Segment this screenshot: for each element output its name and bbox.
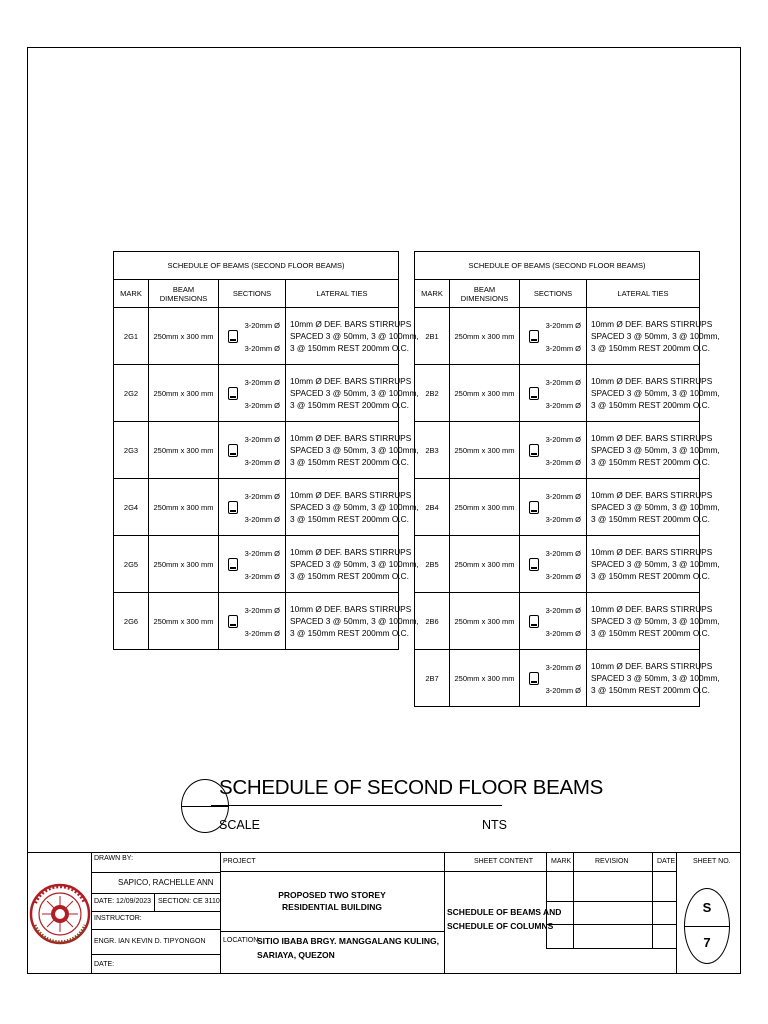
mark-column-label: MARK [551,858,572,865]
bottom-bars: 3-20mm Ø [244,572,280,581]
beam-mark: 2B7 [415,650,450,707]
beam-dimensions: 250mm x 300 mm [450,422,520,479]
lateral-ties-line: 10mm Ø DEF. BARS STIRRUPS [290,376,412,386]
drawing-title: SCHEDULE OF SECOND FLOOR BEAMS [219,776,603,799]
beam-schedule-right [414,251,720,707]
lateral-ties [286,536,419,593]
beam-section-icon [529,615,539,628]
scale-value: NTS [482,818,507,832]
lateral-ties [587,308,720,365]
top-bars: 3-20mm Ø [545,492,581,501]
sheet-content-line-1: SCHEDULE OF BEAMS AND [447,907,562,917]
bottom-bars: 3-20mm Ø [244,458,280,467]
table-row [415,650,700,707]
beam-section-icon [529,444,539,457]
scale-label: SCALE [219,818,260,832]
header-sections: SECTIONS [520,280,587,308]
header-mark: MARK [415,280,450,308]
beam-mark: 2B5 [415,536,450,593]
beam-section [520,650,587,707]
top-bars: 3-20mm Ø [545,606,581,615]
beam-section-icon [529,672,539,685]
date-label: DATE: [94,961,115,968]
beam-section [219,593,286,650]
project-label: PROJECT [223,858,256,865]
lateral-ties-line: SPACED 3 @ 50mm, 3 @ 100mm, [591,502,720,512]
beam-mark: 2G6 [114,593,149,650]
beam-dimensions: 250mm x 300 mm [450,536,520,593]
beam-dimensions: 250mm x 300 mm [149,365,219,422]
beam-section-icon [228,615,238,628]
lateral-ties [587,365,720,422]
lateral-ties [286,365,419,422]
lateral-ties-line: SPACED 3 @ 50mm, 3 @ 100mm, [591,559,720,569]
beam-section-icon [529,387,539,400]
project-line-2: RESIDENTIAL BUILDING [282,902,382,912]
lateral-ties-line: 3 @ 150mm REST 200mm O.C. [591,343,710,353]
beam-dimensions: 250mm x 300 mm [149,593,219,650]
schedule-rows [415,308,720,707]
lateral-ties [587,650,720,707]
schedule-caption: SCHEDULE OF BEAMS (SECOND FLOOR BEAMS) [114,252,399,280]
title-underline [211,805,502,806]
lateral-ties [286,422,419,479]
beam-mark: 2G3 [114,422,149,479]
beam-schedule-left [113,251,419,650]
beam-mark: 2B1 [415,308,450,365]
lateral-ties-line: SPACED 3 @ 50mm, 3 @ 100mm, [290,559,419,569]
date-column-label: DATE [657,858,676,865]
beam-section-icon [228,444,238,457]
lateral-ties-line: SPACED 3 @ 50mm, 3 @ 100mm, [591,445,720,455]
lateral-ties-line: 3 @ 150mm REST 200mm O.C. [290,400,409,410]
lateral-ties-line: SPACED 3 @ 50mm, 3 @ 100mm, [290,502,419,512]
beam-dimensions: 250mm x 300 mm [149,479,219,536]
beam-section [219,308,286,365]
lateral-ties-line: SPACED 3 @ 50mm, 3 @ 100mm, [591,388,720,398]
beam-section [520,308,587,365]
top-bars: 3-20mm Ø [545,549,581,558]
top-bars: 3-20mm Ø [545,663,581,672]
beam-section [219,422,286,479]
beam-dimensions: 250mm x 300 mm [450,593,520,650]
lateral-ties-line: 10mm Ø DEF. BARS STIRRUPS [591,661,713,671]
drawn-by-label: DRAWN BY: [94,855,134,862]
schedule-caption: SCHEDULE OF BEAMS (SECOND FLOOR BEAMS) [415,252,700,280]
sheet-no-label: SHEET NO. [693,858,731,865]
beam-section [219,365,286,422]
university-seal-logo [29,857,91,976]
lateral-ties-line: 10mm Ø DEF. BARS STIRRUPS [290,490,412,500]
beam-dimensions: 250mm x 300 mm [149,308,219,365]
revision-column-label: REVISION [595,858,629,865]
table-row [415,479,700,536]
location-line-2: SARIAYA, QUEZON [257,950,335,960]
lateral-ties [587,536,720,593]
lateral-ties-line: 3 @ 150mm REST 200mm O.C. [591,571,710,581]
sheet-number: 7 [703,935,711,950]
beam-mark: 2B3 [415,422,450,479]
beam-mark: 2G1 [114,308,149,365]
bottom-bars: 3-20mm Ø [545,629,581,638]
beam-dimensions: 250mm x 300 mm [450,365,520,422]
lateral-ties-line: SPACED 3 @ 50mm, 3 @ 100mm, [290,388,419,398]
beam-mark: 2B4 [415,479,450,536]
beam-section [520,365,587,422]
bottom-bars: 3-20mm Ø [545,401,581,410]
lateral-ties-line: SPACED 3 @ 50mm, 3 @ 100mm, [591,331,720,341]
top-bars: 3-20mm Ø [244,435,280,444]
bottom-bars: 3-20mm Ø [244,401,280,410]
beam-dimensions: 250mm x 300 mm [450,479,520,536]
lateral-ties-line: SPACED 3 @ 50mm, 3 @ 100mm, [591,673,720,683]
lateral-ties-line: 3 @ 150mm REST 200mm O.C. [290,514,409,524]
table-row [114,365,399,422]
table-row [415,365,700,422]
lateral-ties-line: 3 @ 150mm REST 200mm O.C. [290,457,409,467]
beam-mark: 2G4 [114,479,149,536]
beam-section-icon [228,558,238,571]
date-drawn: DATE: 12/09/2023 [94,898,152,905]
bottom-bars: 3-20mm Ø [244,629,280,638]
header-dimensions: BEAM DIMENSIONS [450,280,520,308]
header-lateral-ties: LATERAL TIES [286,280,399,308]
beam-mark: 2B6 [415,593,450,650]
table-row [415,422,700,479]
top-bars: 3-20mm Ø [545,321,581,330]
lateral-ties-line: 10mm Ø DEF. BARS STIRRUPS [290,433,412,443]
lateral-ties-line: 10mm Ø DEF. BARS STIRRUPS [591,376,713,386]
top-bars: 3-20mm Ø [244,606,280,615]
instructor-label: INSTRUCTOR: [94,915,142,922]
table-row [114,536,399,593]
lateral-ties-line: SPACED 3 @ 50mm, 3 @ 100mm, [290,445,419,455]
lateral-ties-line: 10mm Ø DEF. BARS STIRRUPS [591,319,713,329]
lateral-ties-line: 3 @ 150mm REST 200mm O.C. [290,343,409,353]
lateral-ties-line: 3 @ 150mm REST 200mm O.C. [591,685,710,695]
lateral-ties-line: 3 @ 150mm REST 200mm O.C. [591,400,710,410]
lateral-ties [286,593,419,650]
lateral-ties-line: 10mm Ø DEF. BARS STIRRUPS [290,547,412,557]
drawn-by-name: SAPICO, RACHELLE ANN [118,878,214,887]
lateral-ties-line: 10mm Ø DEF. BARS STIRRUPS [591,547,713,557]
project-line-1: PROPOSED TWO STOREY [278,890,386,900]
bottom-bars: 3-20mm Ø [545,515,581,524]
lateral-ties [286,308,419,365]
table-row [415,593,700,650]
beam-section-icon [529,558,539,571]
table-row [415,308,700,365]
header-lateral-ties: LATERAL TIES [587,280,700,308]
beam-mark: 2G2 [114,365,149,422]
table-row [415,536,700,593]
bottom-bars: 3-20mm Ø [545,572,581,581]
lateral-ties [587,593,720,650]
location-label: LOCATION: [223,937,261,944]
lateral-ties-line: 3 @ 150mm REST 200mm O.C. [591,457,710,467]
location-line-1: SITIO IBABA BRGY. MANGGALANG KULING, [257,936,439,946]
beam-dimensions: 250mm x 300 mm [450,650,520,707]
top-bars: 3-20mm Ø [244,492,280,501]
header-mark: MARK [114,280,149,308]
beam-mark: 2B2 [415,365,450,422]
bottom-bars: 3-20mm Ø [545,458,581,467]
instructor-name: ENGR. IAN KEVIN D. TIPYONGON [94,938,206,945]
table-row [114,593,399,650]
schedule-rows [114,308,419,650]
title-block-top-rule [27,852,741,853]
bottom-bars: 3-20mm Ø [545,686,581,695]
beam-section [520,593,587,650]
section-code: SECTION: CE 3110 [158,898,220,905]
table-row [114,422,399,479]
lateral-ties [587,422,720,479]
lateral-ties-line: SPACED 3 @ 50mm, 3 @ 100mm, [591,616,720,626]
lateral-ties-line: 10mm Ø DEF. BARS STIRRUPS [591,433,713,443]
beam-section-icon [228,501,238,514]
beam-section-icon [529,501,539,514]
beam-dimensions: 250mm x 300 mm [149,536,219,593]
bottom-bars: 3-20mm Ø [545,344,581,353]
lateral-ties-line: 10mm Ø DEF. BARS STIRRUPS [591,490,713,500]
beam-dimensions: 250mm x 300 mm [450,308,520,365]
lateral-ties-line: 3 @ 150mm REST 200mm O.C. [591,628,710,638]
beam-section-icon [529,330,539,343]
beam-section [520,422,587,479]
lateral-ties [587,479,720,536]
bottom-bars: 3-20mm Ø [244,344,280,353]
beam-section [520,536,587,593]
beam-dimensions: 250mm x 300 mm [149,422,219,479]
top-bars: 3-20mm Ø [545,378,581,387]
lateral-ties-line: 10mm Ø DEF. BARS STIRRUPS [591,604,713,614]
lateral-ties-line: SPACED 3 @ 50mm, 3 @ 100mm, [290,331,419,341]
sheet-content-label: SHEET CONTENT [474,858,533,865]
sheet-letter: S [702,900,712,915]
beam-section [219,536,286,593]
header-sections: SECTIONS [219,280,286,308]
top-bars: 3-20mm Ø [244,549,280,558]
lateral-ties-line: 10mm Ø DEF. BARS STIRRUPS [290,319,412,329]
table-row [114,308,399,365]
table-row [114,479,399,536]
beam-section-icon [228,387,238,400]
beam-section [520,479,587,536]
lateral-ties-line: SPACED 3 @ 50mm, 3 @ 100mm, [290,616,419,626]
lateral-ties-line: 3 @ 150mm REST 200mm O.C. [290,628,409,638]
beam-mark: 2G5 [114,536,149,593]
header-dimensions: BEAM DIMENSIONS [149,280,219,308]
top-bars: 3-20mm Ø [244,378,280,387]
beam-section [219,479,286,536]
top-bars: 3-20mm Ø [244,321,280,330]
sheet-content-line-2: SCHEDULE OF COLUMNS [447,921,554,931]
lateral-ties-line: 3 @ 150mm REST 200mm O.C. [591,514,710,524]
lateral-ties [286,479,419,536]
top-bars: 3-20mm Ø [545,435,581,444]
lateral-ties-line: 10mm Ø DEF. BARS STIRRUPS [290,604,412,614]
lateral-ties-line: 3 @ 150mm REST 200mm O.C. [290,571,409,581]
beam-section-icon [228,330,238,343]
bottom-bars: 3-20mm Ø [244,515,280,524]
